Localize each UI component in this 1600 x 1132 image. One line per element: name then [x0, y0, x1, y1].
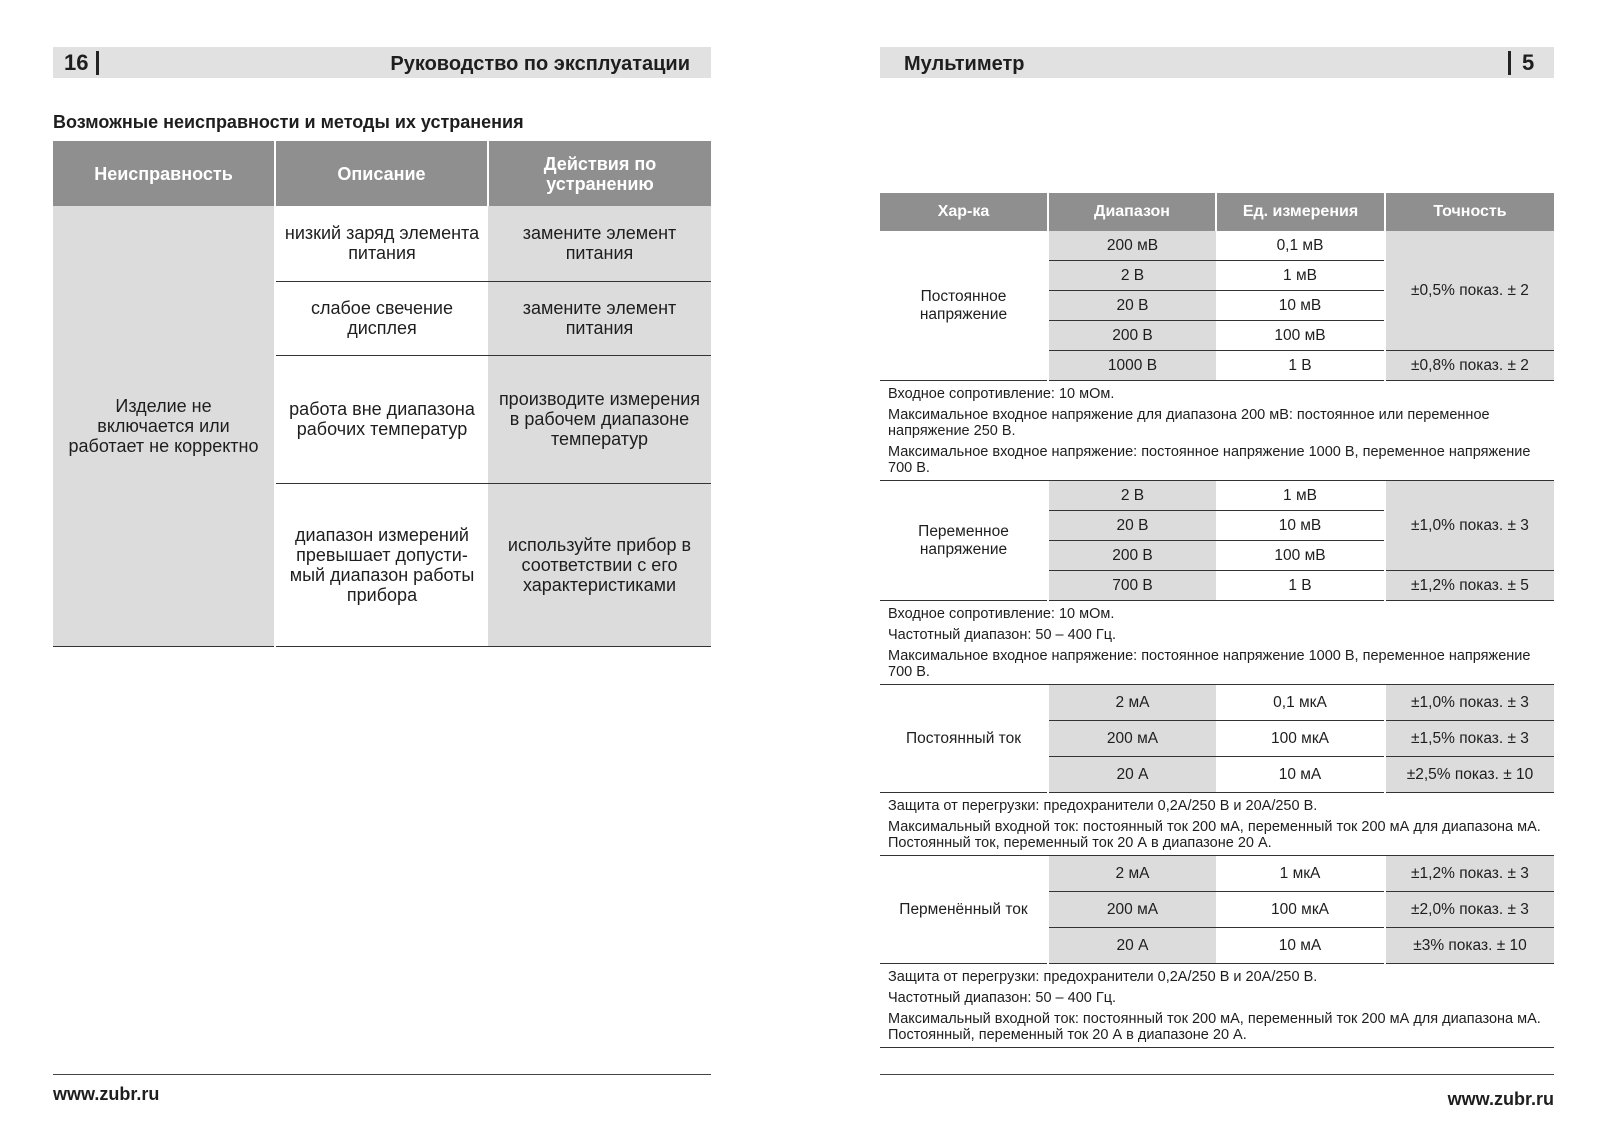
- accuracy-cell: ±1,2% показ. ± 5: [1385, 571, 1554, 601]
- section-notes: [880, 793, 1554, 856]
- range-cell: 20 В: [1048, 511, 1216, 541]
- range-cell: 200 В: [1048, 541, 1216, 571]
- action-cell: используйте прибор в соответствии с его характеристиками: [488, 483, 711, 646]
- note-line: Защита от перегрузки: предохранители 0,2А/250 В и 20А/250 В.: [888, 969, 1318, 985]
- section-notes: [880, 964, 1554, 1048]
- accuracy-cell: ±0,5% показ. ± 2: [1385, 231, 1554, 351]
- unit-cell: 0,1 мВ: [1216, 231, 1385, 261]
- characteristic-ac-voltage: Переменное напряжение: [880, 481, 1048, 601]
- column-header-accuracy: Точность: [1385, 193, 1554, 231]
- range-cell: 200 мА: [1048, 892, 1216, 928]
- column-header-fault: Неисправность: [53, 141, 275, 206]
- accuracy-cell: ±1,0% показ. ± 3: [1385, 685, 1554, 721]
- unit-cell: 100 мВ: [1216, 321, 1385, 351]
- note-line: Входное сопротивление: 10 мОм.: [888, 386, 1115, 402]
- note-line: Максимальное входное напряжение: постоянное напряжение 1000 В, переменное напряжение 700 В.: [888, 648, 1531, 680]
- note-line: Максимальный входной ток: постоянный ток 200 мА, переменный ток 200 мА для диапазона мА. Постоянный ток, переменный ток 20 А в диапазоне 20 А.: [888, 819, 1541, 851]
- description-cell: низкий заряд элемента питания: [275, 206, 488, 281]
- column-header-range: Диапазон: [1048, 193, 1216, 231]
- website-link[interactable]: www.zubr.ru: [53, 1084, 160, 1104]
- accuracy-cell: ±2,5% показ. ± 10: [1385, 757, 1554, 793]
- page-header: [880, 47, 1554, 78]
- table-row: [880, 856, 1554, 892]
- description-cell: диапазон измерений превышает допусти-мый диапазон работы прибора: [275, 483, 488, 646]
- unit-cell: 1 мВ: [1216, 261, 1385, 291]
- description-cell: работа вне диапазона рабочих температур: [275, 355, 488, 483]
- table-row: [880, 231, 1554, 261]
- unit-cell: 1 мВ: [1216, 481, 1385, 511]
- page-header-title: Мультиметр: [904, 53, 1025, 75]
- range-cell: 20 В: [1048, 291, 1216, 321]
- notes-row: [880, 793, 1554, 857]
- unit-cell: 100 мВ: [1216, 541, 1385, 571]
- fault-cell: Изделие не включается или работает не корректно: [53, 206, 275, 646]
- section-notes: [880, 381, 1554, 481]
- footer-divider: [53, 1074, 711, 1075]
- range-cell: 2 мА: [1048, 685, 1216, 721]
- action-cell: замените элемент питания: [488, 281, 711, 355]
- note-line: Максимальное входное напряжение для диапазона 200 мВ: постоянное или переменное напряжение 250 В.: [888, 407, 1490, 439]
- unit-cell: 1 В: [1216, 351, 1385, 381]
- notes-row: [880, 381, 1554, 482]
- specifications-table: [880, 193, 1554, 1048]
- note-line: Защита от перегрузки: предохранители 0,2А/250 В и 20А/250 В.: [888, 798, 1318, 814]
- characteristic-dc-voltage: Постоянное напряжение: [880, 231, 1048, 381]
- range-cell: 2 мА: [1048, 856, 1216, 892]
- note-line: Максимальный входной ток: постоянный ток 200 мА, переменный ток 200 мА для диапазона мА. Постоянный, переменный ток 20 А в диапазоне 20 А.: [888, 1011, 1541, 1043]
- column-header-characteristic: Хар-ка: [880, 193, 1048, 231]
- range-cell: 1000 В: [1048, 351, 1216, 381]
- accuracy-cell: ±1,5% показ. ± 3: [1385, 721, 1554, 757]
- description-cell: слабое свечение дисплея: [275, 281, 488, 355]
- notes-row: [880, 964, 1554, 1049]
- note-line: Частотный диапазон: 50 – 400 Гц.: [888, 990, 1117, 1006]
- action-cell: производите измерения в рабочем диапазоне температур: [488, 355, 711, 483]
- accuracy-cell: ±3% показ. ± 10: [1385, 928, 1554, 964]
- characteristic-dc-current: Постоянный ток: [880, 685, 1048, 793]
- note-line: Входное сопротивление: 10 мОм.: [888, 606, 1115, 622]
- column-header-action: Действия по устранению: [488, 141, 711, 206]
- range-cell: 200 мВ: [1048, 231, 1216, 261]
- note-line: Частотный диапазон: 50 – 400 Гц.: [888, 627, 1117, 643]
- table-row: [880, 481, 1554, 511]
- unit-cell: 100 мкА: [1216, 721, 1385, 757]
- column-header-unit: Ед. измерения: [1216, 193, 1385, 231]
- unit-cell: 0,1 мкА: [1216, 685, 1385, 721]
- note-line: Максимальное входное напряжение: постоянное напряжение 1000 В, переменное напряжение 700 В.: [888, 444, 1531, 476]
- section-notes: [880, 601, 1554, 685]
- range-cell: 20 А: [1048, 928, 1216, 964]
- footer-divider: [880, 1074, 1554, 1075]
- range-cell: 200 мА: [1048, 721, 1216, 757]
- unit-cell: 10 мВ: [1216, 291, 1385, 321]
- column-header-description: Описание: [275, 141, 488, 206]
- range-cell: 700 В: [1048, 571, 1216, 601]
- unit-cell: 10 мВ: [1216, 511, 1385, 541]
- table-row: [53, 206, 711, 281]
- accuracy-cell: ±1,2% показ. ± 3: [1385, 856, 1554, 892]
- characteristic-ac-current: Перменённый ток: [880, 856, 1048, 964]
- website-link[interactable]: www.zubr.ru: [1447, 1089, 1554, 1109]
- page-header: [53, 47, 711, 78]
- unit-cell: 10 мА: [1216, 757, 1385, 793]
- notes-row: [880, 601, 1554, 686]
- range-cell: 20 А: [1048, 757, 1216, 793]
- accuracy-cell: ±1,0% показ. ± 3: [1385, 481, 1554, 571]
- unit-cell: 1 мкА: [1216, 856, 1385, 892]
- section-title: Возможные неисправности и методы их устранения: [53, 112, 524, 132]
- page-number: 16: [64, 50, 89, 75]
- page-number: 5: [1508, 50, 1554, 76]
- troubleshooting-table: [53, 141, 711, 647]
- range-cell: 2 В: [1048, 481, 1216, 511]
- unit-cell: 1 В: [1216, 571, 1385, 601]
- page-header-title: Руководство по эксплуатации: [390, 53, 690, 75]
- accuracy-cell: ±2,0% показ. ± 3: [1385, 892, 1554, 928]
- unit-cell: 10 мА: [1216, 928, 1385, 964]
- unit-cell: 100 мкА: [1216, 892, 1385, 928]
- range-cell: 200 В: [1048, 321, 1216, 351]
- table-row: [880, 685, 1554, 721]
- action-cell: замените элемент питания: [488, 206, 711, 281]
- range-cell: 2 В: [1048, 261, 1216, 291]
- accuracy-cell: ±0,8% показ. ± 2: [1385, 351, 1554, 381]
